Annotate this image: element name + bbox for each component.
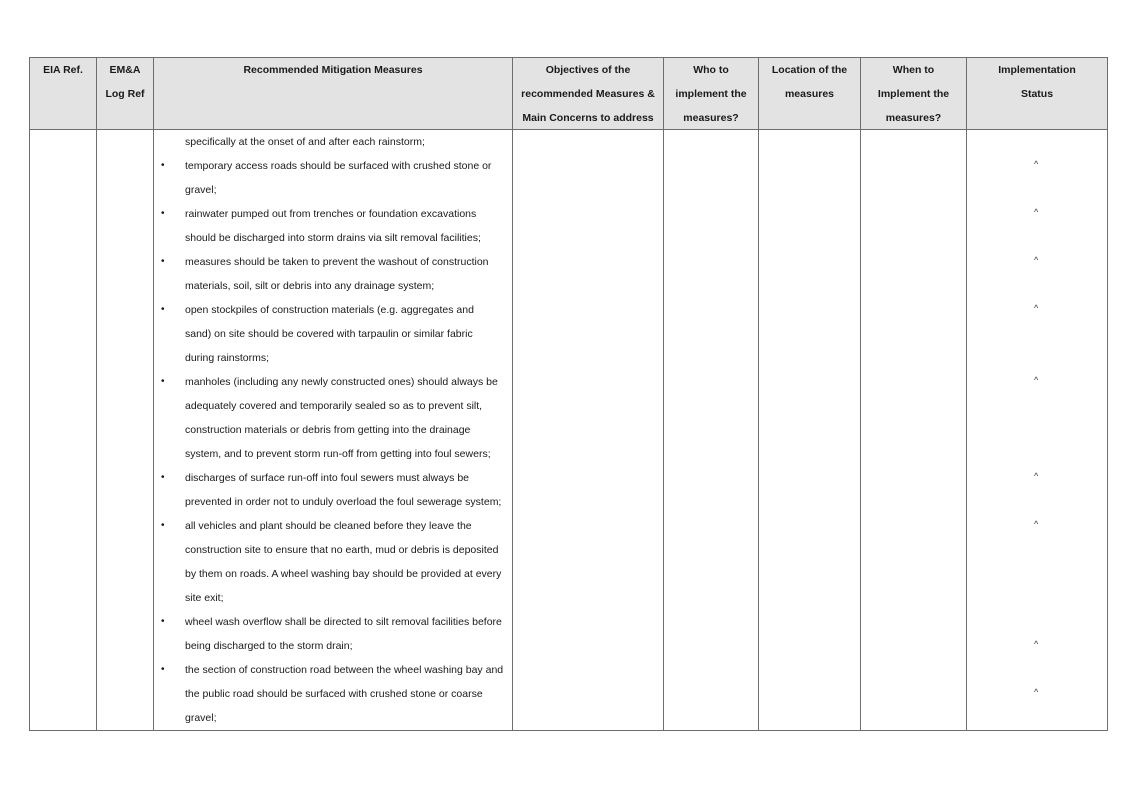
implementation-status-mark: ^ [1034, 303, 1039, 313]
measure-text-line: discharges of surface run-off into foul sewers must always be [185, 472, 470, 484]
header-text: measures? [885, 112, 942, 124]
header-text: Location of the [771, 64, 848, 76]
bullet-icon: • [161, 520, 165, 531]
measure-text-line: open stockpiles of construction materials (e.g. aggregates and [185, 304, 474, 316]
bullet-icon: • [161, 472, 165, 483]
column-divider [153, 58, 154, 730]
measure-text-line: gravel; [185, 712, 217, 724]
bullet-icon: • [161, 616, 165, 627]
mitigation-measures-table [29, 57, 1108, 731]
header-ema-log-ref [97, 58, 153, 130]
header-text: recommended Measures & [521, 88, 655, 100]
measure-text-line: prevented in order not to unduly overload the foul sewerage system; [185, 496, 502, 508]
header-recommended-measures [154, 58, 512, 130]
bullet-icon: • [161, 664, 165, 675]
header-text: implement the [675, 88, 747, 100]
bullet-icon: • [161, 256, 165, 267]
bullet-icon: • [161, 376, 165, 387]
measure-text-line: construction site to ensure that no earth, mud or debris is deposited [185, 544, 499, 556]
measure-text-line: materials, soil, silt or debris into any drainage system; [185, 280, 435, 292]
header-text: Objectives of the [545, 64, 631, 76]
implementation-status-mark: ^ [1034, 375, 1039, 385]
measure-text-line: being discharged to the storm drain; [185, 640, 353, 652]
measure-text-line: should be discharged into storm drains via silt removal facilities; [185, 232, 481, 244]
measure-text-line: all vehicles and plant should be cleaned before they leave the [185, 520, 472, 532]
bullet-icon: • [161, 160, 165, 171]
implementation-status-mark: ^ [1034, 159, 1039, 169]
implementation-status-mark: ^ [1034, 207, 1039, 217]
implementation-status-mark: ^ [1034, 687, 1039, 697]
header-objectives [513, 58, 663, 130]
measure-text-line: the section of construction road between the wheel washing bay and [185, 664, 504, 676]
implementation-status-mark: ^ [1034, 519, 1039, 529]
measure-text-line: rainwater pumped out from trenches or foundation excavations [185, 208, 477, 220]
column-divider [96, 58, 97, 730]
header-text: measures [784, 88, 835, 100]
bullet-icon: • [161, 304, 165, 315]
measure-text-line: site exit; [185, 592, 224, 604]
measure-text-line: during rainstorms; [185, 352, 270, 364]
header-text: Status [1020, 88, 1054, 100]
header-text: When to [892, 64, 935, 76]
implementation-status-mark: ^ [1034, 255, 1039, 265]
measure-text-line: temporary access roads should be surfaced with crushed stone or [185, 160, 492, 172]
measure-text-line: gravel; [185, 184, 217, 196]
implementation-status-mark: ^ [1034, 639, 1039, 649]
measure-text-line: the public road should be surfaced with crushed stone or coarse [185, 688, 483, 700]
implementation-status-mark: ^ [1034, 471, 1039, 481]
header-text: Who to [693, 64, 729, 76]
column-divider [663, 58, 664, 730]
header-text: EIA Ref. [43, 64, 83, 76]
measure-text-line: system, and to prevent storm run-off from getting into foul sewers; [185, 448, 491, 460]
measure-text-line: by them on roads. A wheel washing bay should be provided at every [185, 568, 502, 580]
header-text: Log Ref [105, 88, 145, 100]
header-text: measures? [683, 112, 739, 124]
measure-text-line: measures should be taken to prevent the washout of construction [185, 256, 489, 268]
header-text: Implementation [998, 64, 1076, 76]
measure-text-line: adequately covered and temporarily sealed so as to prevent silt, [185, 400, 483, 412]
header-text: Main Concerns to address [522, 112, 654, 124]
header-implementation-status [967, 58, 1107, 130]
measure-text-line: sand) on site should be covered with tarpaulin or similar fabric [185, 328, 473, 340]
column-divider [512, 58, 513, 730]
header-who-to-implement [664, 58, 758, 130]
measure-text-line: manholes (including any newly constructed ones) should always be [185, 376, 498, 388]
header-eia-ref [30, 58, 96, 130]
bullet-icon: • [161, 208, 165, 219]
header-text: EM&A [109, 64, 141, 76]
column-divider [758, 58, 759, 730]
column-divider [860, 58, 861, 730]
measure-text-line: specifically at the onset of and after each rainstorm; [185, 136, 425, 148]
column-divider [966, 58, 967, 730]
header-text: Implement the [877, 88, 950, 100]
measure-text-line: wheel wash overflow shall be directed to silt removal facilities before [185, 616, 502, 628]
header-when-to-implement [861, 58, 966, 130]
header-location [759, 58, 860, 130]
header-text: Recommended Mitigation Measures [243, 64, 423, 76]
measure-text-line: construction materials or debris from getting into the drainage [185, 424, 471, 436]
